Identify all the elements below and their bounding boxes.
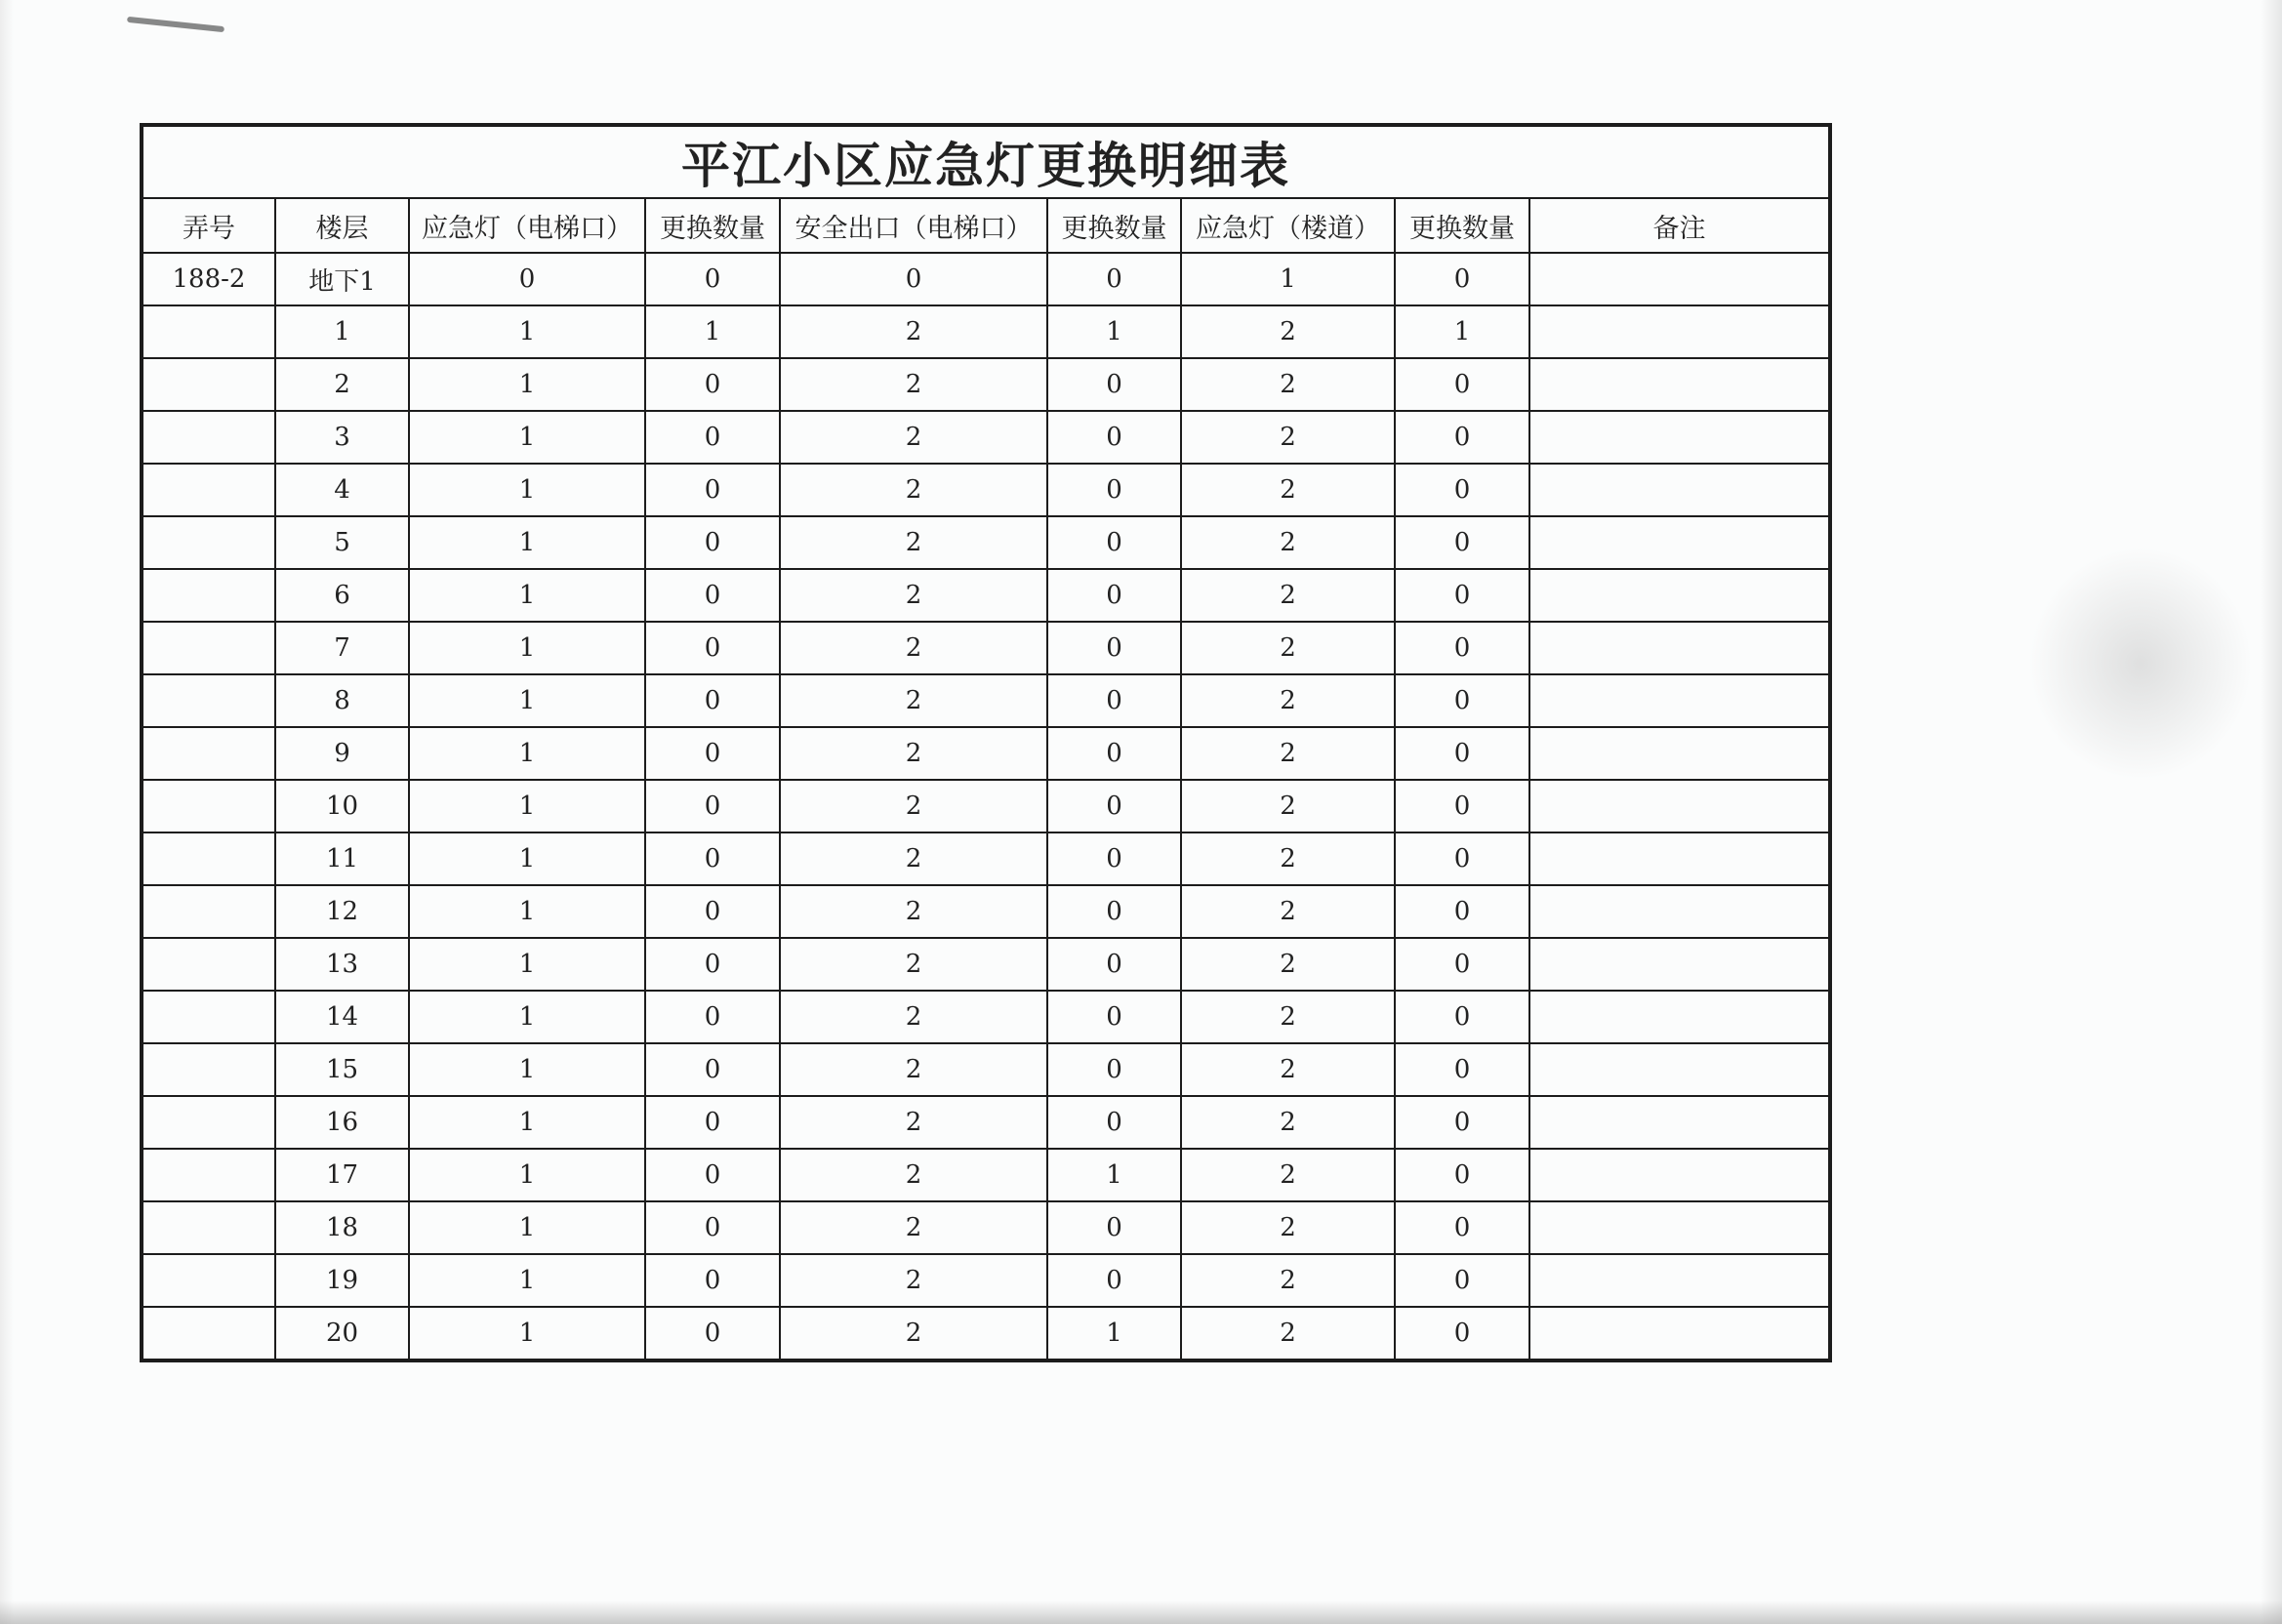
cell-replace-qty-2: 0 — [1047, 411, 1181, 464]
cell-emergency-light-elevator: 1 — [409, 411, 645, 464]
cell-lane-number — [142, 1307, 275, 1360]
cell-replace-qty-3: 0 — [1395, 1254, 1529, 1307]
cell-emergency-light-corridor: 2 — [1181, 1149, 1395, 1201]
cell-exit-sign-elevator: 2 — [780, 991, 1047, 1043]
cell-replace-qty-1: 0 — [645, 1254, 780, 1307]
cell-replace-qty-3: 0 — [1395, 1307, 1529, 1360]
cell-emergency-light-corridor: 2 — [1181, 622, 1395, 674]
cell-lane-number — [142, 516, 275, 569]
cell-replace-qty-3: 0 — [1395, 885, 1529, 938]
cell-remarks — [1529, 1043, 1830, 1096]
cell-replace-qty-3: 0 — [1395, 832, 1529, 885]
cell-lane-number — [142, 674, 275, 727]
cell-exit-sign-elevator: 0 — [780, 253, 1047, 305]
cell-exit-sign-elevator: 2 — [780, 727, 1047, 780]
cell-lane-number — [142, 780, 275, 832]
table-row — [142, 780, 1830, 832]
header-replace-qty-2: 更换数量 — [1047, 198, 1181, 253]
cell-exit-sign-elevator: 2 — [780, 464, 1047, 516]
cell-floor: 17 — [275, 1149, 409, 1201]
cell-remarks — [1529, 1201, 1830, 1254]
cell-emergency-light-corridor: 1 — [1181, 253, 1395, 305]
cell-lane-number — [142, 622, 275, 674]
cell-floor: 14 — [275, 991, 409, 1043]
cell-remarks — [1529, 411, 1830, 464]
cell-replace-qty-1: 0 — [645, 938, 780, 991]
table-row — [142, 1201, 1830, 1254]
cell-floor: 5 — [275, 516, 409, 569]
cell-replace-qty-3: 0 — [1395, 253, 1529, 305]
cell-floor: 19 — [275, 1254, 409, 1307]
cell-floor: 2 — [275, 358, 409, 411]
cell-remarks — [1529, 253, 1830, 305]
cell-exit-sign-elevator: 2 — [780, 832, 1047, 885]
cell-replace-qty-3: 0 — [1395, 938, 1529, 991]
header-lane-number: 弄号 — [142, 198, 275, 253]
cell-replace-qty-2: 0 — [1047, 253, 1181, 305]
cell-emergency-light-corridor: 2 — [1181, 305, 1395, 358]
cell-emergency-light-corridor: 2 — [1181, 832, 1395, 885]
cell-emergency-light-elevator: 1 — [409, 938, 645, 991]
cell-replace-qty-1: 0 — [645, 780, 780, 832]
scan-smudge — [2028, 547, 2253, 781]
cell-replace-qty-1: 0 — [645, 569, 780, 622]
cell-emergency-light-elevator: 1 — [409, 464, 645, 516]
cell-emergency-light-corridor: 2 — [1181, 1096, 1395, 1149]
cell-replace-qty-2: 0 — [1047, 832, 1181, 885]
cell-replace-qty-1: 1 — [645, 305, 780, 358]
cell-replace-qty-1: 0 — [645, 832, 780, 885]
cell-exit-sign-elevator: 2 — [780, 938, 1047, 991]
cell-replace-qty-2: 1 — [1047, 1307, 1181, 1360]
table-row — [142, 516, 1830, 569]
cell-emergency-light-elevator: 1 — [409, 1149, 645, 1201]
cell-replace-qty-1: 0 — [645, 885, 780, 938]
replacement-detail-table — [140, 123, 1832, 1362]
cell-remarks — [1529, 727, 1830, 780]
cell-remarks — [1529, 516, 1830, 569]
cell-floor: 9 — [275, 727, 409, 780]
cell-replace-qty-1: 0 — [645, 253, 780, 305]
cell-exit-sign-elevator: 2 — [780, 358, 1047, 411]
cell-emergency-light-corridor: 2 — [1181, 727, 1395, 780]
cell-replace-qty-2: 0 — [1047, 622, 1181, 674]
cell-floor: 3 — [275, 411, 409, 464]
cell-exit-sign-elevator: 2 — [780, 1043, 1047, 1096]
scan-shadow-bottom — [0, 1601, 2282, 1624]
cell-emergency-light-corridor: 2 — [1181, 569, 1395, 622]
table-row — [142, 1254, 1830, 1307]
table-row — [142, 358, 1830, 411]
cell-lane-number — [142, 305, 275, 358]
cell-emergency-light-elevator: 1 — [409, 516, 645, 569]
cell-remarks — [1529, 885, 1830, 938]
table-row — [142, 464, 1830, 516]
cell-replace-qty-2: 0 — [1047, 674, 1181, 727]
header-row — [142, 198, 1830, 253]
cell-emergency-light-corridor: 2 — [1181, 516, 1395, 569]
cell-exit-sign-elevator: 2 — [780, 1307, 1047, 1360]
cell-replace-qty-2: 0 — [1047, 780, 1181, 832]
cell-floor: 4 — [275, 464, 409, 516]
cell-replace-qty-2: 0 — [1047, 358, 1181, 411]
table-row — [142, 622, 1830, 674]
cell-replace-qty-2: 1 — [1047, 1149, 1181, 1201]
cell-emergency-light-elevator: 1 — [409, 780, 645, 832]
cell-exit-sign-elevator: 2 — [780, 674, 1047, 727]
table-row — [142, 991, 1830, 1043]
cell-emergency-light-elevator: 1 — [409, 991, 645, 1043]
cell-replace-qty-1: 0 — [645, 1043, 780, 1096]
cell-replace-qty-3: 0 — [1395, 1043, 1529, 1096]
cell-replace-qty-3: 0 — [1395, 516, 1529, 569]
cell-emergency-light-elevator: 1 — [409, 305, 645, 358]
cell-lane-number: 188-2 — [142, 253, 275, 305]
cell-emergency-light-elevator: 0 — [409, 253, 645, 305]
cell-remarks — [1529, 622, 1830, 674]
cell-replace-qty-3: 0 — [1395, 1096, 1529, 1149]
cell-lane-number — [142, 1096, 275, 1149]
cell-replace-qty-1: 0 — [645, 516, 780, 569]
cell-emergency-light-corridor: 2 — [1181, 358, 1395, 411]
cell-replace-qty-3: 0 — [1395, 1201, 1529, 1254]
scan-left-edge — [0, 0, 14, 1624]
cell-replace-qty-3: 0 — [1395, 780, 1529, 832]
cell-lane-number — [142, 832, 275, 885]
table-row — [142, 1149, 1830, 1201]
cell-replace-qty-3: 0 — [1395, 358, 1529, 411]
cell-floor: 20 — [275, 1307, 409, 1360]
cell-floor: 8 — [275, 674, 409, 727]
table-row — [142, 1096, 1830, 1149]
cell-floor: 11 — [275, 832, 409, 885]
cell-replace-qty-2: 0 — [1047, 569, 1181, 622]
cell-emergency-light-elevator: 1 — [409, 1254, 645, 1307]
cell-remarks — [1529, 1096, 1830, 1149]
cell-replace-qty-2: 0 — [1047, 464, 1181, 516]
header-emergency-light-corridor: 应急灯（楼道） — [1181, 198, 1395, 253]
cell-emergency-light-elevator: 1 — [409, 569, 645, 622]
cell-floor: 12 — [275, 885, 409, 938]
cell-lane-number — [142, 727, 275, 780]
title-row — [142, 125, 1830, 198]
cell-replace-qty-3: 1 — [1395, 305, 1529, 358]
cell-remarks — [1529, 832, 1830, 885]
cell-remarks — [1529, 358, 1830, 411]
cell-remarks — [1529, 1307, 1830, 1360]
table-row — [142, 569, 1830, 622]
cell-replace-qty-3: 0 — [1395, 674, 1529, 727]
cell-replace-qty-3: 0 — [1395, 1149, 1529, 1201]
cell-emergency-light-corridor: 2 — [1181, 1043, 1395, 1096]
cell-replace-qty-2: 1 — [1047, 305, 1181, 358]
cell-emergency-light-elevator: 1 — [409, 622, 645, 674]
table-row — [142, 1043, 1830, 1096]
cell-emergency-light-elevator: 1 — [409, 1096, 645, 1149]
cell-replace-qty-1: 0 — [645, 464, 780, 516]
cell-floor: 地下1 — [275, 253, 409, 305]
cell-replace-qty-1: 0 — [645, 991, 780, 1043]
cell-floor: 15 — [275, 1043, 409, 1096]
cell-exit-sign-elevator: 2 — [780, 1149, 1047, 1201]
cell-emergency-light-corridor: 2 — [1181, 1254, 1395, 1307]
cell-lane-number — [142, 885, 275, 938]
table-row — [142, 411, 1830, 464]
cell-replace-qty-2: 0 — [1047, 991, 1181, 1043]
header-exit-sign-elevator: 安全出口（电梯口） — [780, 198, 1047, 253]
cell-lane-number — [142, 1043, 275, 1096]
cell-exit-sign-elevator: 2 — [780, 569, 1047, 622]
cell-emergency-light-elevator: 1 — [409, 674, 645, 727]
cell-lane-number — [142, 1201, 275, 1254]
cell-emergency-light-elevator: 1 — [409, 1201, 645, 1254]
cell-remarks — [1529, 674, 1830, 727]
cell-emergency-light-corridor: 2 — [1181, 991, 1395, 1043]
cell-emergency-light-corridor: 2 — [1181, 885, 1395, 938]
cell-replace-qty-3: 0 — [1395, 727, 1529, 780]
cell-emergency-light-elevator: 1 — [409, 832, 645, 885]
cell-floor: 16 — [275, 1096, 409, 1149]
cell-remarks — [1529, 305, 1830, 358]
cell-floor: 18 — [275, 1201, 409, 1254]
cell-emergency-light-elevator: 1 — [409, 727, 645, 780]
cell-replace-qty-1: 0 — [645, 1201, 780, 1254]
cell-emergency-light-elevator: 1 — [409, 358, 645, 411]
table-row — [142, 885, 1830, 938]
cell-replace-qty-3: 0 — [1395, 991, 1529, 1043]
cell-replace-qty-1: 0 — [645, 674, 780, 727]
cell-remarks — [1529, 780, 1830, 832]
cell-floor: 7 — [275, 622, 409, 674]
cell-emergency-light-corridor: 2 — [1181, 411, 1395, 464]
cell-exit-sign-elevator: 2 — [780, 622, 1047, 674]
cell-replace-qty-2: 0 — [1047, 938, 1181, 991]
header-replace-qty-3: 更换数量 — [1395, 198, 1529, 253]
cell-emergency-light-corridor: 2 — [1181, 1201, 1395, 1254]
cell-exit-sign-elevator: 2 — [780, 516, 1047, 569]
cell-lane-number — [142, 411, 275, 464]
cell-replace-qty-1: 0 — [645, 622, 780, 674]
cell-lane-number — [142, 569, 275, 622]
cell-replace-qty-2: 0 — [1047, 1254, 1181, 1307]
header-replace-qty-1: 更换数量 — [645, 198, 780, 253]
cell-remarks — [1529, 569, 1830, 622]
cell-replace-qty-1: 0 — [645, 1149, 780, 1201]
cell-replace-qty-1: 0 — [645, 358, 780, 411]
cell-replace-qty-3: 0 — [1395, 622, 1529, 674]
cell-replace-qty-2: 0 — [1047, 516, 1181, 569]
cell-emergency-light-corridor: 2 — [1181, 780, 1395, 832]
cell-emergency-light-elevator: 1 — [409, 885, 645, 938]
cell-replace-qty-2: 0 — [1047, 885, 1181, 938]
cell-remarks — [1529, 1149, 1830, 1201]
cell-replace-qty-3: 0 — [1395, 464, 1529, 516]
staple-mark — [127, 17, 224, 32]
cell-replace-qty-3: 0 — [1395, 569, 1529, 622]
cell-emergency-light-elevator: 1 — [409, 1043, 645, 1096]
cell-replace-qty-1: 0 — [645, 1307, 780, 1360]
header-emergency-light-elevator: 应急灯（电梯口） — [409, 198, 645, 253]
cell-replace-qty-1: 0 — [645, 727, 780, 780]
header-floor: 楼层 — [275, 198, 409, 253]
table-title: 平江小区应急灯更换明细表 — [142, 125, 1830, 198]
cell-lane-number — [142, 1149, 275, 1201]
cell-floor: 13 — [275, 938, 409, 991]
cell-exit-sign-elevator: 2 — [780, 305, 1047, 358]
table-row — [142, 727, 1830, 780]
cell-replace-qty-2: 0 — [1047, 1201, 1181, 1254]
cell-replace-qty-3: 0 — [1395, 411, 1529, 464]
cell-exit-sign-elevator: 2 — [780, 411, 1047, 464]
cell-exit-sign-elevator: 2 — [780, 1096, 1047, 1149]
cell-floor: 6 — [275, 569, 409, 622]
cell-lane-number — [142, 464, 275, 516]
cell-emergency-light-corridor: 2 — [1181, 1307, 1395, 1360]
cell-lane-number — [142, 938, 275, 991]
cell-replace-qty-2: 0 — [1047, 727, 1181, 780]
table-row — [142, 938, 1830, 991]
cell-lane-number — [142, 358, 275, 411]
cell-lane-number — [142, 1254, 275, 1307]
cell-exit-sign-elevator: 2 — [780, 1201, 1047, 1254]
scan-shadow-right — [2261, 0, 2282, 1624]
table-row — [142, 253, 1830, 305]
table-row — [142, 674, 1830, 727]
cell-emergency-light-corridor: 2 — [1181, 938, 1395, 991]
cell-floor: 10 — [275, 780, 409, 832]
cell-emergency-light-corridor: 2 — [1181, 464, 1395, 516]
cell-exit-sign-elevator: 2 — [780, 885, 1047, 938]
cell-replace-qty-1: 0 — [645, 411, 780, 464]
table-row — [142, 832, 1830, 885]
header-remarks: 备注 — [1529, 198, 1830, 253]
cell-emergency-light-corridor: 2 — [1181, 674, 1395, 727]
cell-emergency-light-elevator: 1 — [409, 1307, 645, 1360]
table-row — [142, 1307, 1830, 1360]
cell-exit-sign-elevator: 2 — [780, 780, 1047, 832]
cell-remarks — [1529, 1254, 1830, 1307]
cell-exit-sign-elevator: 2 — [780, 1254, 1047, 1307]
cell-remarks — [1529, 991, 1830, 1043]
cell-remarks — [1529, 938, 1830, 991]
cell-floor: 1 — [275, 305, 409, 358]
cell-lane-number — [142, 991, 275, 1043]
cell-replace-qty-2: 0 — [1047, 1043, 1181, 1096]
cell-replace-qty-2: 0 — [1047, 1096, 1181, 1149]
table-row — [142, 305, 1830, 358]
cell-replace-qty-1: 0 — [645, 1096, 780, 1149]
cell-remarks — [1529, 464, 1830, 516]
